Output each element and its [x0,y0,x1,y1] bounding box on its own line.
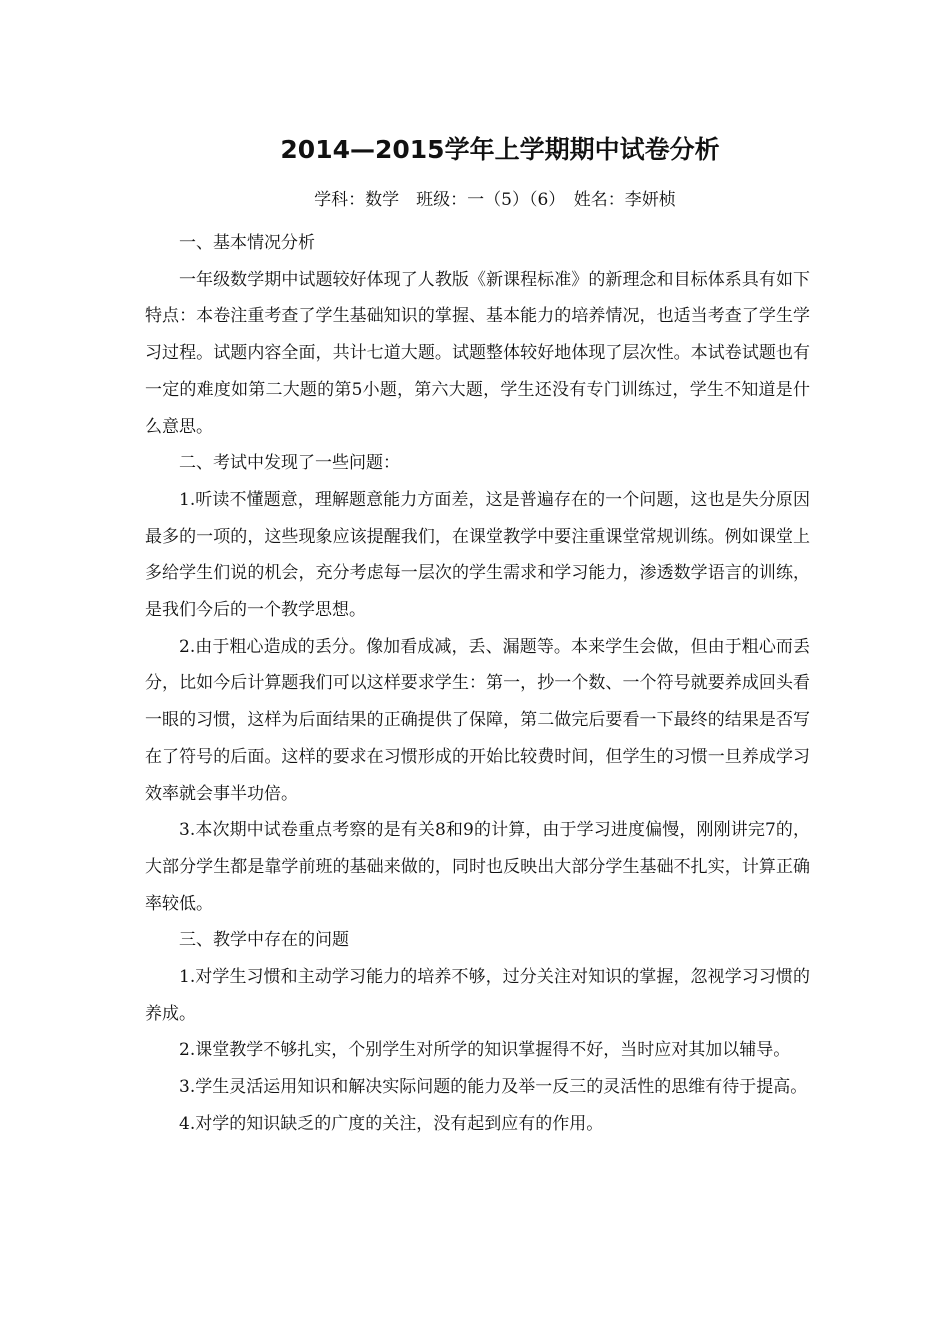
paragraph: 1.对学生习惯和主动学习能力的培养不够，过分关注对知识的掌握，忽视学习习惯的养成。 [145,967,810,1024]
document-meta-line: 学科：数学 班级：一（5）（6） 姓名：李妍桢 [314,190,676,210]
paragraph: 2.由于粗心造成的丢分。像加看成减，丢、漏题等。本来学生会做，但由于粗心而丢分，比如今后计算题我们可以这样要求学生：第一，抄一个数、一个符号就要养成回头看一眼的习惯，这样为后面结果的正确提供了保障，第二做完后要看一下最终的结果是否写在了符号的后面。这样的要求在习惯形成的开始比较费时间，但学生的习惯一旦养成学习效率就会事半功倍。 [145,636,810,804]
paragraph: 3.学生灵活运用知识和解决实际问题的能力及举一反三的灵活性的思维有待于提高。 [179,1077,808,1098]
paragraph: 3.本次期中试卷重点考察的是有关8和9的计算，由于学习进度偏慢，刚刚讲完7的，大部分学生都是靠学前班的基础来做的，同时也反映出大部分学生基础不扎实，计算正确率较低。 [145,820,810,914]
section-heading: 一、基本情况分析 [179,233,315,253]
paragraph: 一年级数学期中试题较好体现了人教版《新课程标准》的新理念和目标体系具有如下特点：本卷注重考查了学生基础知识的掌握、基本能力的培养情况，也适当考查了学生学习过程。试题内容全面，共计七道大题。试题整体较好地体现了层次性。本试卷试题也有一定的难度如第二大题的第5小题，第六大题，学生还没有专门训练过，学生不知道是什么意思。 [145,269,810,437]
document-title: 2014—2015学年上学期期中试卷分析 [280,135,720,164]
section-heading: 二、考试中发现了一些问题： [179,453,400,474]
paragraph: 1.听读不懂题意，理解题意能力方面差，这是普遍存在的一个问题，这也是失分原因最多的一项的，这些现象应该提醒我们，在课堂教学中要注重课堂常规训练。例如课堂上多给学生们说的机会，充分考虑每一层次的学生需求和学习能力，渗透数学语言的训练，是我们今后的一个教学思想。 [145,489,810,621]
paragraph: 2.课堂教学不够扎实，个别学生对所学的知识掌握得不好，当时应对其加以辅导。 [179,1040,791,1061]
document-body [145,225,810,1143]
section-heading: 三、教学中存在的问题 [179,930,349,951]
paragraph: 4.对学的知识缺乏的广度的关注，没有起到应有的作用。 [179,1113,604,1134]
